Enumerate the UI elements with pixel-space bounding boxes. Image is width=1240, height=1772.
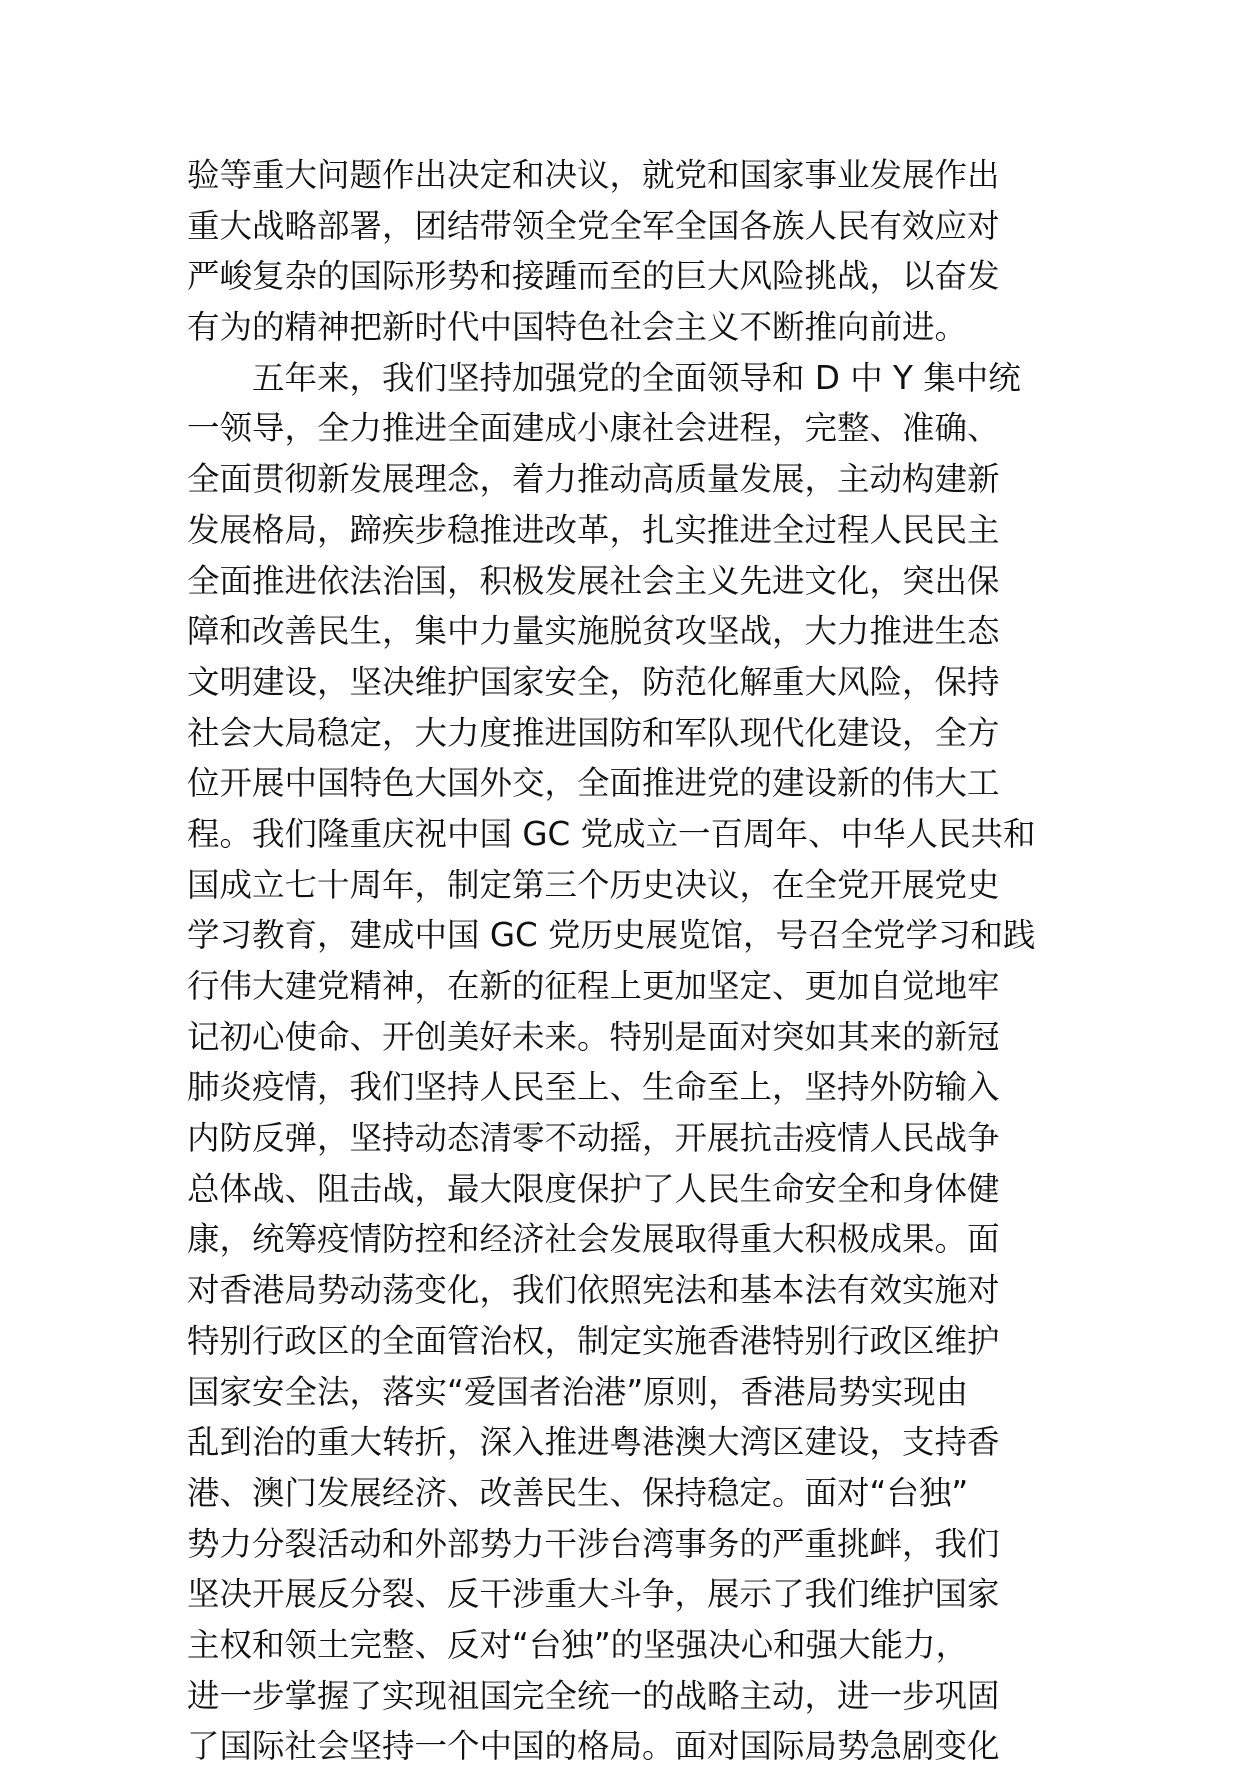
- text-line: 重大战略部署，团结带领全党全军全国各族人民有效应对: [187, 206, 1000, 245]
- text-line: 学习教育，建成中国 GC 党历史展览馆，号召全党学习和践: [187, 916, 1036, 955]
- text-line: 验等重大问题作出决定和决议，就党和国家事业发展作出: [187, 156, 1000, 194]
- text-line: 全面贯彻新发展理念，着力推动高质量发展，主动构建新: [187, 460, 1000, 499]
- text-line: 严峻复杂的国际形势和接踵而至的巨大风险挑战，以奋发: [187, 257, 1000, 296]
- text-line: 行伟大建党精神，在新的征程上更加坚定、更加自觉地牢: [187, 967, 1000, 1005]
- text-line: 港、澳门发展经济、改善民生、保持稳定。面对“台独”: [187, 1473, 969, 1512]
- text-line: 总体战、阻击战，最大限度保护了人民生命安全和身体健: [187, 1169, 1000, 1208]
- paragraph-first-line: 五年来，我们坚持加强党的全面领导和 D 中 Y 集中统: [252, 358, 1021, 397]
- text-line: 主权和领土完整、反对“台独”的坚强决心和强大能力，: [187, 1625, 969, 1664]
- text-line: 康，统筹疫情防控和经济社会发展取得重大积极成果。面: [187, 1220, 1000, 1259]
- text-line: 内防反弹，坚持动态清零不动摇，开展抗击疫情人民战争: [187, 1119, 1000, 1158]
- text-line: 社会大局稳定，大力度推进国防和军队现代化建设，全方: [187, 713, 1000, 752]
- text-line: 障和改善民生，集中力量实施脱贫攻坚战，大力推进生态: [187, 612, 1000, 651]
- text-line: 国家安全法，落实“爱国者治港”原则，香港局势实现由: [187, 1372, 969, 1411]
- text-line: 一领导，全力推进全面建成小康社会进程，完整、准确、: [187, 409, 1000, 448]
- text-line: 了国际社会坚持一个中国的格局。面对国际局势急剧变化: [187, 1727, 1000, 1766]
- text-line: 文明建设，坚决维护国家安全，防范化解重大风险，保持: [187, 662, 1000, 701]
- text-line: 势力分裂活动和外部势力干涉台湾事务的严重挑衅，我们: [187, 1524, 1000, 1563]
- text-line: 对香港局势动荡变化，我们依照宪法和基本法有效实施对: [187, 1271, 1000, 1310]
- text-line: 特别行政区的全面管治权，制定实施香港特别行政区维护: [187, 1321, 1000, 1360]
- text-line: 乱到治的重大转折，深入推进粤港澳大湾区建设，支持香: [187, 1423, 1000, 1462]
- text-line: 国成立七十周年，制定第三个历史决议，在全党开展党史: [187, 865, 1000, 904]
- text-line: 发展格局，蹄疾步稳推进改革，扎实推进全过程人民民主: [187, 510, 1000, 549]
- body-text: [187, 150, 1057, 1772]
- text-line: 全面推进依法治国，积极发展社会主义先进文化，突出保: [187, 561, 1000, 600]
- text-line: 程。我们隆重庆祝中国 GC 党成立一百周年、中华人民共和: [187, 814, 1036, 853]
- text-line: 肺炎疫情，我们坚持人民至上、生命至上，坚持外防输入: [187, 1068, 1000, 1107]
- text-line: 记初心使命、开创美好未来。特别是面对突如其来的新冠: [187, 1017, 1000, 1056]
- text-line: 有为的精神把新时代中国特色社会主义不断推向前进。: [187, 308, 968, 347]
- text-line: 进一步掌握了实现祖国完全统一的战略主动，进一步巩固: [187, 1676, 1000, 1715]
- text-line: 位开展中国特色大国外交，全面推进党的建设新的伟大工: [187, 764, 1000, 803]
- text-line: 坚决开展反分裂、反干涉重大斗争，展示了我们维护国家: [187, 1575, 1000, 1614]
